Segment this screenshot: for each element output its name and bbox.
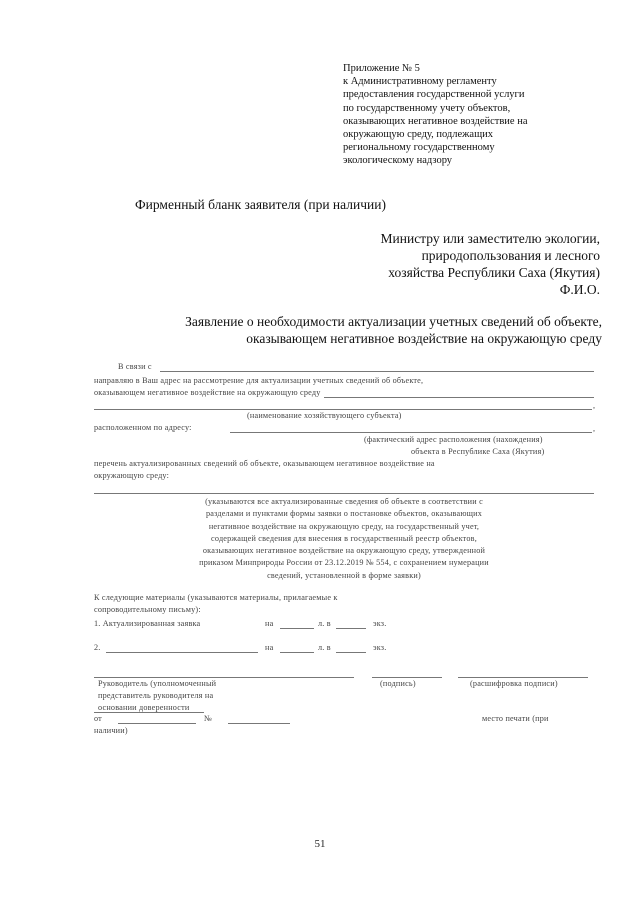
- attachment-1-copies: экз.: [373, 619, 387, 628]
- instructions-line: разделами и пунктами формы заявки о постановке объектов, оказывающих: [205, 509, 483, 519]
- blank-reason[interactable]: [160, 371, 594, 372]
- blank-signature[interactable]: [372, 677, 442, 678]
- instructions-line: негативное воздействие на окружающую среду, на государственный учет,: [208, 521, 480, 531]
- attachments-intro: К следующие материалы (указываются материалы, прилагаемые к: [94, 593, 338, 602]
- caption-address-2: объекта в Республике Саха (Якутия): [411, 447, 545, 456]
- attachment-1-label: 1. Актуализированная заявка: [94, 619, 201, 628]
- signatory-caption-2: представитель руководителя на: [98, 691, 214, 700]
- attachment-2-label: 2.: [94, 643, 101, 652]
- addressee-line: природопользования и лесного: [421, 248, 600, 263]
- addressee-block: [381, 230, 600, 298]
- signatory-caption-1: Руководитель (уполномоченный: [98, 679, 217, 688]
- page-number: 51: [314, 838, 326, 850]
- instructions-line: сведений, установленной в форме заявки): [267, 570, 421, 580]
- blank-pages-2[interactable]: [280, 652, 314, 653]
- title-line: оказывающем негативное воздействие на окружающую среду: [246, 331, 602, 346]
- blank-details[interactable]: [94, 493, 594, 494]
- attachment-1-on: на: [265, 619, 274, 628]
- form-line-reason: В связи с: [118, 362, 152, 371]
- appendix-line: оказывающих негативное воздействие на: [343, 115, 528, 127]
- attachment-2-copies: экз.: [373, 643, 387, 652]
- stamp-caption-2: наличии): [94, 726, 128, 735]
- blank-signatory-extra[interactable]: [94, 712, 204, 713]
- appendix-note: [343, 62, 603, 168]
- attachment-2-on: на: [265, 643, 274, 652]
- blank-address[interactable]: [230, 432, 592, 433]
- comma: ,: [593, 401, 596, 410]
- instructions-line: оказывающих негативное воздействие на окружающую среду, утвержденной: [202, 546, 486, 556]
- blank-copies-2[interactable]: [336, 652, 366, 653]
- blank-object[interactable]: [324, 397, 594, 398]
- appendix-line: предоставления государственной услуги: [343, 89, 525, 101]
- appendix-line: по государственному учету объектов,: [343, 102, 511, 114]
- blank-signature-name[interactable]: [458, 677, 588, 678]
- addressee-line: Министру или заместителю экологии,: [380, 231, 600, 246]
- form-line-list: перечень актуализированных сведений об объекте, оказывающем негативное воздействие на: [94, 459, 435, 468]
- comma: ,: [593, 424, 596, 433]
- addressee-line: хозяйства Республики Саха (Якутия): [388, 265, 600, 280]
- instructions-line: содержащей сведения для внесения в государственный реестр объектов,: [211, 533, 477, 543]
- form-line-send: направляю в Ваш адрес на рассмотрение для актуализации учетных сведений об объекте,: [94, 376, 424, 385]
- attachment-1-sheets: л. в: [318, 619, 331, 628]
- appendix-line: экологическому надзору: [343, 155, 453, 167]
- appendix-line: к Административному регламенту: [343, 76, 497, 88]
- stamp-caption-1: место печати (при: [482, 714, 549, 723]
- document-title: [80, 313, 602, 347]
- appendix-line: региональному государственному: [343, 142, 495, 154]
- attachments-intro-2: сопроводительному письму):: [94, 605, 201, 614]
- instructions-line: приказом Минприроды России от 23.12.2019 № 554, с сохранением нумерации: [199, 558, 489, 568]
- caption-subject: (наименование хозяйствующего субъекта): [247, 411, 402, 420]
- signature-name-caption: (расшифровка подписи): [470, 679, 558, 688]
- signatory-caption-3: основании доверенности: [98, 703, 190, 712]
- blank-number[interactable]: [228, 723, 290, 724]
- form-line-impact: оказывающем негативное воздействие на окружающую среду: [94, 388, 321, 397]
- form-line-address: расположенном по адресу:: [94, 423, 192, 432]
- blank-attachment-2[interactable]: [106, 652, 258, 653]
- blank-copies-1[interactable]: [336, 628, 366, 629]
- title-line: Заявление о необходимости актуализации учетных сведений об объекте,: [185, 314, 602, 329]
- appendix-line: окружающую среду, подлежащих: [343, 129, 494, 141]
- blank-subject[interactable]: [94, 409, 592, 410]
- instructions-line: (указываются все актуализированные сведения об объекте в соответствии с: [205, 497, 483, 506]
- blank-signatory[interactable]: [94, 677, 354, 678]
- form-line-env: окружающую среду:: [94, 471, 170, 480]
- number-label: №: [204, 714, 213, 723]
- caption-address-1: (фактический адрес расположения (нахождения): [364, 435, 543, 444]
- blank-date[interactable]: [118, 723, 196, 724]
- addressee-line: Ф.И.О.: [559, 282, 600, 297]
- instructions-paragraph: [94, 496, 594, 582]
- blank-pages-1[interactable]: [280, 628, 314, 629]
- date-from-label: от: [94, 714, 102, 723]
- attachment-2-sheets: л. в: [318, 643, 331, 652]
- signature-caption: (подпись): [380, 679, 416, 688]
- letterhead-label: Фирменный бланк заявителя (при наличии): [135, 197, 386, 212]
- appendix-line: Приложение № 5: [343, 63, 420, 74]
